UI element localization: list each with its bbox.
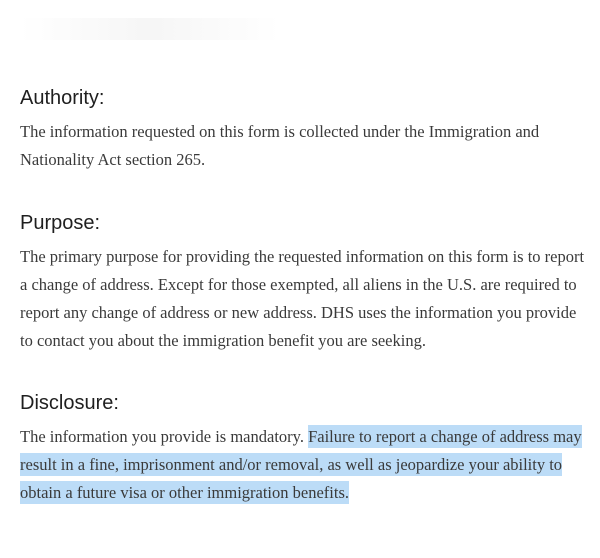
disclosure-highlighted-text[interactable]: Failure to report a change of address may result in a fine, imprisonment and/or removal, as well as jeopardize your ability to obtain a future visa or other immigration benefits.	[20, 427, 582, 502]
privacy-notice	[20, 84, 586, 507]
faded-header-strip	[20, 18, 280, 40]
disclosure-text	[20, 423, 586, 507]
disclosure-section	[20, 389, 586, 507]
disclosure-plain-text: The information you provide is mandatory.	[20, 427, 309, 446]
purpose-section	[20, 209, 586, 355]
authority-text: The information requested on this form is collected under the Immigration and Nationality Act section 265.	[20, 122, 540, 169]
authority-section	[20, 84, 586, 174]
purpose-text: The primary purpose for providing the requested information on this form is to report a change of address. Except for those exempted, all aliens in the U.S. are required to report any change of address or new address. DHS uses the information you provide to contact you about the immigration benefit you are seeking.	[20, 247, 585, 350]
disclosure-heading: Disclosure:	[20, 392, 119, 414]
purpose-heading: Purpose:	[20, 212, 101, 234]
authority-heading: Authority:	[20, 87, 105, 109]
